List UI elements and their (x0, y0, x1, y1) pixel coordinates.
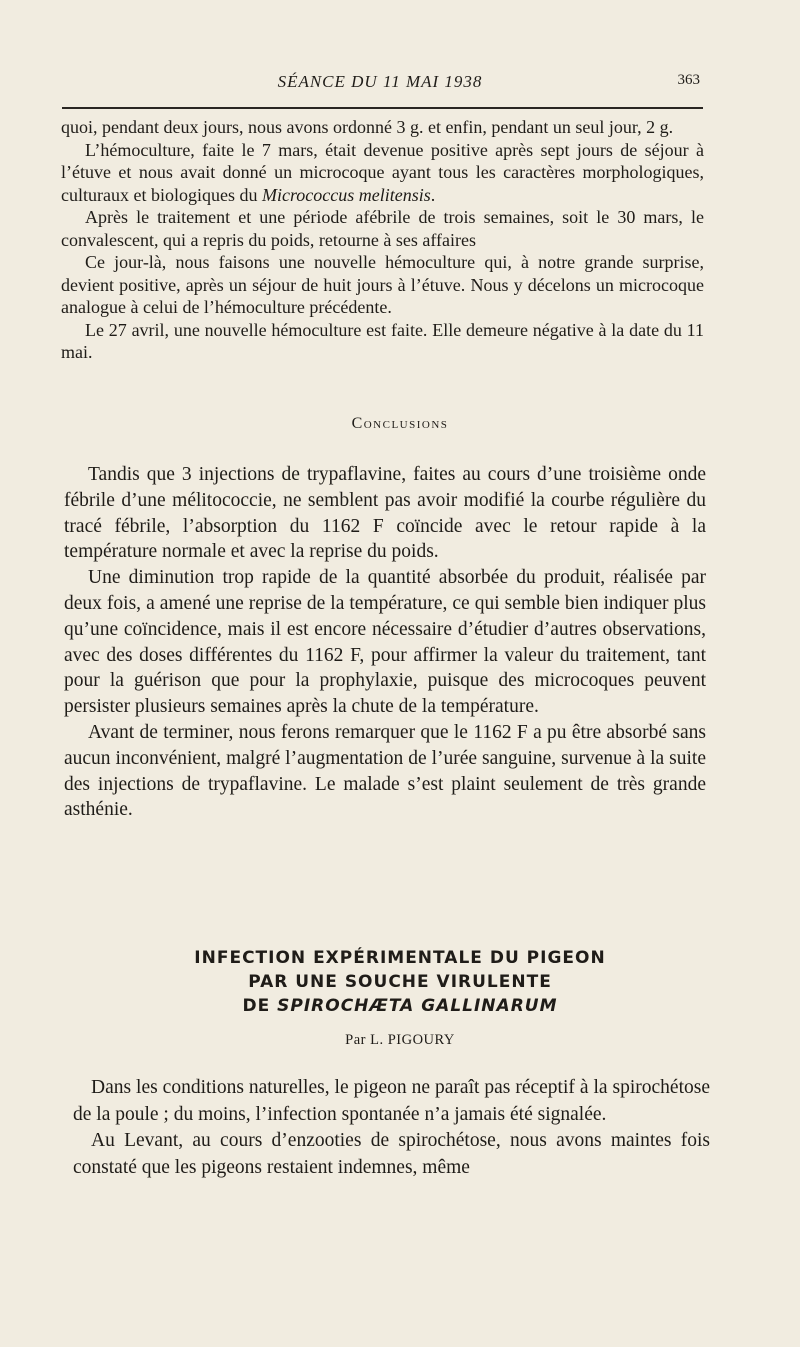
article-title (0, 946, 800, 1018)
paragraph: quoi, pendant deux jours, nous avons ordonné 3 g. et enfin, pendant un seul jour, 2 g. (61, 117, 674, 137)
text-run: . (430, 184, 436, 205)
previous-article-text (61, 116, 704, 364)
article-body (73, 1075, 710, 1181)
author-line: Par L. PIGOURY (345, 1032, 455, 1048)
title-line: PAR UNE SOUCHE VIRULENTE (248, 972, 552, 992)
paragraph: Une diminution trop rapide de la quantité absorbée du produit, réalisée par deux fois, a amené une reprise de la température, ce qui semble bien indiquer plus qu’une coïncidence, mais il est encore nécessaire d’étudier d’autres observations, avec des doses différentes du 1162 F, pour affirmer la valeur du traitement, tant pour la guérison que pour la prophylaxie, puisque des microcoques peuvent persister plusieurs semaines après la chute de la température. (64, 567, 706, 718)
paragraph (61, 139, 704, 207)
paragraph: Le 27 avril, une nouvelle hémoculture est faite. Elle demeure négative à la date du 11 mai. (61, 319, 704, 362)
title-line: INFECTION EXPÉRIMENTALE DU PIGEON (194, 948, 606, 968)
header-rule (62, 107, 703, 109)
section-heading: Conclusions (351, 415, 449, 432)
paragraph: Avant de terminer, nous ferons remarquer que le 1162 F a pu être absorbé sans aucun inconvénient, malgré l’augmentation de l’urée sanguine, survenue à la suite des injections de trypaflavine. Le malade s’est plaint seulement de très grande asthénie. (64, 721, 706, 821)
text-run: L’hémoculture, faite le 7 mars, était devenue positive après sept jours de séjour à l’étuve et nous avait donné un microcoque ayant tous les caractères morphologiques, culturaux et biologiques du (61, 139, 704, 205)
title-line (0, 994, 800, 1018)
paragraph: Dans les conditions naturelles, le pigeon ne paraît pas réceptif à la spirochétose de la poule ; du moins, l’infection spontanée n’a jamais été signalée. (73, 1077, 710, 1125)
title-prefix: DE (242, 996, 278, 1016)
species-name: Micrococcus melitensis (261, 184, 431, 205)
page-number: 363 (677, 72, 700, 88)
running-title: SÉANCE DU 11 MAI 1938 (277, 72, 483, 91)
conclusions-text (64, 462, 706, 823)
paragraph: Ce jour-là, nous faisons une nouvelle hémoculture qui, à notre grande surprise, devient positive, après un séjour de huit jours à l’étuve. Nous y décelons un microcoque analogue à celui de l’hémoculture précédente. (61, 252, 704, 317)
title-species: SPIROCHÆTA GALLINARUM (277, 996, 558, 1016)
running-header (60, 72, 700, 100)
paragraph: Au Levant, au cours d’enzooties de spirochétose, nous avons maintes fois constaté que les pigeons restaient indemnes, même (73, 1130, 710, 1178)
paragraph: Après le traitement et une période afébrile de trois semaines, soit le 30 mars, le convalescent, qui a repris du poids, retourne à ses affaires (61, 207, 704, 250)
paragraph: Tandis que 3 injections de trypaflavine, faites au cours d’une troisième onde fébrile d’une mélitococcie, ne semblent pas avoir modifié la courbe régulière du tracé fébrile, l’absorption du 1162 F coïncide avec le retour rapide à la température normale et avec la reprise du poids. (64, 464, 706, 563)
